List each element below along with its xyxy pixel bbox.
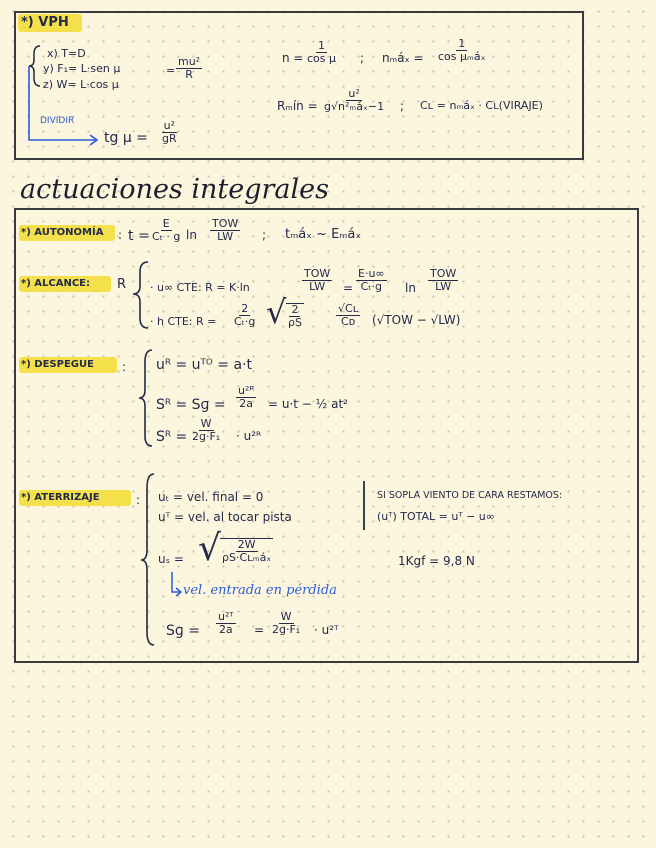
despegue-colon: :	[122, 360, 127, 374]
aterrizaje-label: *) ATERRIZAJE	[21, 492, 100, 503]
despegue-line-2-fraction: $\frac{\text{u²ᴿ}}{2a}$	[238, 384, 255, 410]
despegue-line-1: uᴿ = uᵀᴼ = a·t	[156, 357, 252, 373]
alcance-line2-fraction-1: $\frac{2}{\text{Cₜ·g}}$	[234, 302, 256, 328]
alcance-line1-fraction-3: TOW LW	[430, 267, 457, 293]
vph-eq-y-equals: =	[166, 64, 176, 77]
aterrizaje-sg-lhs: Sɡ =	[166, 623, 200, 639]
autonomia-colon: :	[118, 228, 123, 242]
alcance-r: R	[117, 277, 127, 292]
vph-eq-x: x) T=D	[47, 47, 86, 60]
vph-n-fraction: $\frac{1}{\text{cos μ}}$	[307, 39, 337, 65]
alcance-line2-sqrt-sign: √	[266, 293, 287, 331]
aterrizaje-sg-equals: =	[254, 623, 265, 637]
vph-nmax-fraction: 1 cos μₘáₓ	[438, 37, 486, 63]
vph-eq-y-fraction: $\frac{\text{mu²}}{R}$	[178, 55, 201, 81]
aterrizaje-sg-tail: · u²ᵀ	[314, 623, 339, 637]
despegue-label: *) DESPEGUE	[21, 359, 94, 370]
aterrizaje-colon: :	[136, 493, 141, 507]
aterrizaje-kgf: 1Kgf = 9,8 N	[398, 554, 475, 568]
aterrizaje-sg-fraction-2: $\frac{W}{\text{2g·F₁}}$	[272, 610, 301, 636]
vph-n-lhs: n =	[282, 51, 304, 65]
autonomia-ln: ln	[186, 228, 197, 242]
autonomia-sep: ;	[262, 228, 267, 242]
alcance-line1-equals: =	[343, 281, 354, 295]
autonomia-tmax: tₘáₓ ~ Eₘáₓ	[285, 227, 362, 242]
vph-eq-y: y) F₁= L·sen μ	[43, 62, 121, 75]
vph-nmax-lhs: nₘáₓ =	[382, 51, 424, 65]
alcance-line1-fraction-2: $\frac{E\cdot u\infty}{\text{Cₜ·g}}$	[358, 267, 385, 293]
aterrizaje-us-lhs: uₛ =	[158, 552, 184, 566]
vph-cl-equation: Cʟ = nₘáₓ · Cʟ(VIRAJE)	[420, 99, 543, 112]
aterrizaje-stall-note: vel. entrada en pérdida	[183, 583, 337, 598]
vph-tg-lhs: tg μ =	[104, 130, 148, 146]
alcance-line2-start: · h CTE: R =	[150, 315, 217, 328]
alcance-line2-sqrt-fraction: $\frac{2}{\rho S}$	[288, 303, 302, 329]
vph-eq-z: z) W= L·cos μ	[43, 78, 119, 91]
aterrizaje-sg-fraction-1: $\frac{\text{u²ᵀ}}{2a}$	[218, 610, 234, 636]
aterrizaje-note-1: SI SOPLA VIENTO DE CARA RESTAMOS:	[377, 490, 563, 501]
aterrizaje-line-2: uᵀ = vel. al tocar pista	[158, 510, 292, 524]
alcance-line2-fraction-3: $\frac{\text{√Cʟ}}{\text{Cᴅ}}$	[338, 302, 359, 328]
vph-heading: *) VPH	[21, 15, 69, 30]
aterrizaje-us-sqrt-fraction: 2W ρS·Cʟₘáₓ	[222, 538, 272, 564]
despegue-line-3-fraction: $\frac{W}{\text{2g·F₁}}$	[192, 417, 221, 443]
aterrizaje-line-1: uₜ = vel. final = 0	[158, 490, 264, 504]
vph-rmin-fraction: u² g√n²ₘáₓ−1	[324, 87, 385, 113]
alcance-label: *) ALCANCE:	[21, 278, 91, 289]
autonomia-label: *) AUTONOMÍA	[21, 227, 104, 238]
alcance-line1-fraction-1: TOW LW	[304, 267, 331, 293]
autonomia-fraction-2: TOW LW	[212, 217, 239, 243]
despegue-line-2-tail: = u·t − ½ at²	[268, 397, 348, 411]
vph-dividir-label: DIVIDIR	[40, 116, 75, 126]
despegue-line-2-start: Sᴿ = Sɡ =	[156, 397, 226, 413]
vph-rmin-lhs: Rₘín =	[277, 99, 318, 113]
despegue-line-3-start: Sᴿ =	[156, 429, 188, 445]
vph-tg-fraction: $\frac{\text{u²}}{gR}$	[162, 119, 177, 145]
alcance-line2-tail: (√TOW − √LW)	[372, 313, 461, 327]
alcance-line1-start: · u∞ CTE: R = K·ln	[150, 281, 250, 294]
aterrizaje-note-2: (uᵀ) TOTAL = uᵀ − u∞	[377, 510, 495, 523]
vph-sep-1: ;	[360, 51, 365, 65]
alcance-line1-ln: ln	[405, 281, 416, 295]
autonomia-fraction-1: $\frac{E}{\text{Cₜ · g}}$	[152, 217, 181, 243]
autonomia-lhs: t =	[128, 228, 150, 244]
aterrizaje-us-sqrt-sign: √	[198, 528, 221, 569]
section-title: actuaciones integrales	[20, 174, 329, 205]
vph-sep-2: ;	[400, 99, 405, 113]
despegue-line-3-tail: · u²ᴿ	[236, 429, 262, 443]
